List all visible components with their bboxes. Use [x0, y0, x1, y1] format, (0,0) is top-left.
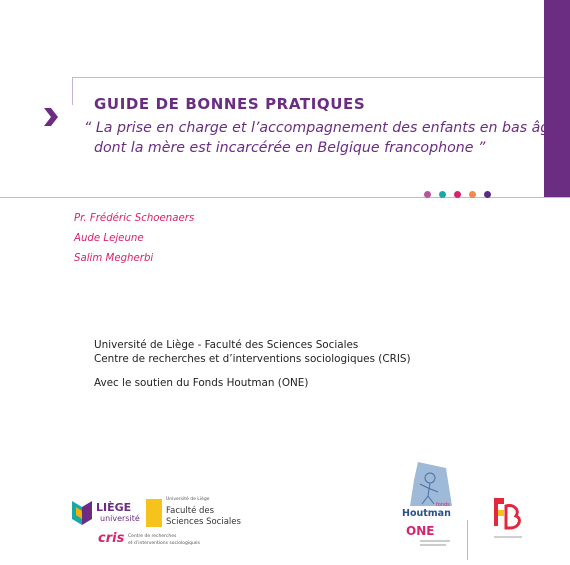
dot-purple	[484, 191, 491, 198]
cris-logo	[98, 531, 208, 551]
houtman-name: Houtman	[402, 508, 451, 519]
liege-name: LIÈGE	[96, 501, 132, 514]
faculty-small: Université de Liège	[166, 497, 210, 502]
decorative-dots	[424, 191, 506, 201]
frame-line-left	[72, 77, 73, 105]
support-line: Avec le soutien du Fonds Houtman (ONE)	[94, 377, 309, 389]
dot-orange	[469, 191, 476, 198]
one-name: ONE	[406, 524, 435, 538]
cris-line-2: et d’interventions sociologiques	[128, 541, 200, 546]
author-name: Aude Lejeune	[74, 233, 144, 244]
one-logo	[406, 524, 454, 550]
federation-emblem-icon	[488, 496, 528, 532]
cris-line-1: Centre de recherches	[128, 534, 177, 539]
institution-line: Centre de recherches et d’interventions sociologiques (CRIS)	[94, 353, 411, 365]
federation-wallonie-bruxelles-logo	[488, 496, 528, 544]
liege-university-logo	[72, 497, 144, 529]
dot-magenta	[424, 191, 431, 198]
faculty-logo	[146, 497, 241, 531]
faculty-yellow-block	[146, 499, 162, 527]
houtman-logo	[400, 462, 458, 522]
cris-mark: cris	[98, 531, 125, 546]
logo-divider	[467, 520, 468, 560]
guide-title: GUIDE DE BONNES PRATIQUES	[94, 95, 366, 113]
houtman-tag: fonds	[436, 502, 450, 508]
liege-shield-icon	[72, 501, 92, 525]
liege-university: université	[100, 514, 140, 523]
federation-caption-line	[494, 536, 522, 538]
institution-line: Université de Liège - Faculté des Sciences Sociales	[94, 339, 359, 351]
faculty-line-2: Sciences Sociales	[166, 517, 241, 527]
dot-teal	[439, 191, 446, 198]
author-name: Pr. Frédéric Schoenaers	[74, 213, 195, 224]
chevron-right-icon	[44, 108, 58, 126]
author-name: Salim Megherbi	[74, 253, 154, 264]
one-caption-line	[420, 540, 450, 542]
dot-pink	[454, 191, 461, 198]
subtitle-line-2: dont la mère est incarcérée en Belgique francophone ”	[94, 140, 486, 156]
frame-line-top	[72, 77, 544, 78]
one-caption-line	[420, 544, 446, 546]
faculty-line-1: Faculté des	[166, 506, 215, 516]
purple-side-band	[544, 0, 570, 197]
subtitle-line-1: “ La prise en charge et l’accompagnement des enfants en bas âge	[84, 120, 559, 136]
